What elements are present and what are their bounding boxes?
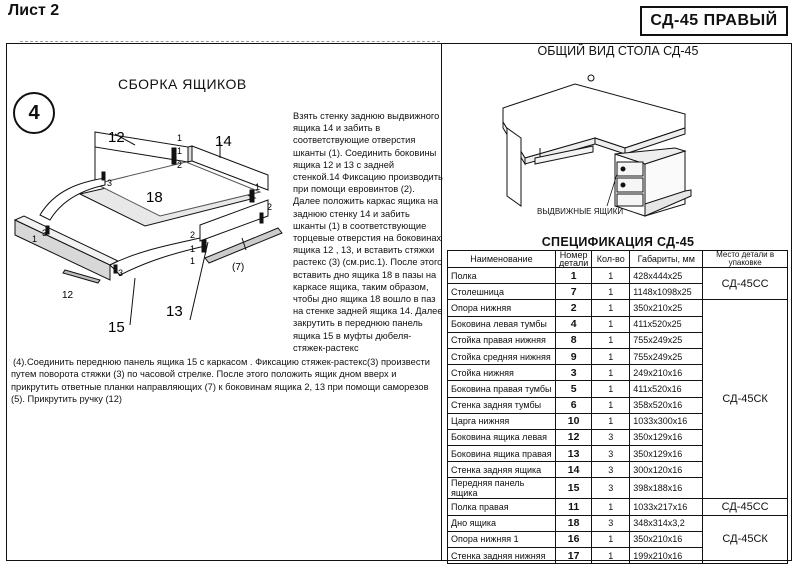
table-cell: 1 (592, 397, 630, 413)
fastener-label: 3 (118, 268, 124, 278)
fastener-label: 1 (32, 234, 38, 244)
col-qty: Кол-во (592, 251, 630, 268)
table-cell: 1 (592, 413, 630, 429)
table-cell: Передняя панель ящика (448, 478, 556, 499)
table-cell: 1 (592, 531, 630, 547)
table-cell: 4 (556, 316, 592, 332)
table-cell: 199х210х16 (630, 548, 703, 564)
table-cell: 1 (592, 548, 630, 564)
table-cell: 1 (556, 268, 592, 284)
table-cell: 411х520х25 (630, 316, 703, 332)
table-cell: 5 (556, 381, 592, 397)
col-dims: Габариты, мм (630, 251, 703, 268)
table-cell: 398х188х16 (630, 478, 703, 499)
table-cell: Дно ящика (448, 515, 556, 531)
table-cell: Полка правая (448, 499, 556, 515)
table-cell: 348х314х3,2 (630, 515, 703, 531)
drawer-assembly-drawing (10, 120, 295, 350)
spec-header-row (448, 251, 788, 268)
table-cell: 1 (592, 316, 630, 332)
table-cell: 350х210х25 (630, 300, 703, 316)
table-cell: 1 (592, 499, 630, 515)
table-cell: 3 (556, 365, 592, 381)
drawers-callout: ВЫДВИЖНЫЕ ЯЩИКИ (537, 207, 624, 216)
table-row (448, 515, 788, 531)
table-cell: Стойка средняя нижняя (448, 348, 556, 364)
part-7-label: (7) (232, 262, 245, 273)
part-18-label: 18 (146, 189, 163, 206)
col-name: Наименование (448, 251, 556, 268)
table-cell: 1 (592, 300, 630, 316)
fastener-label: 1 (190, 256, 196, 266)
table-cell: Боковина ящика правая (448, 446, 556, 462)
table-cell: 1 (592, 365, 630, 381)
table-cell: 3 (592, 462, 630, 478)
table-cell: 1 (592, 332, 630, 348)
step-badge: 4 (13, 92, 55, 134)
assembly-instructions: Взять стенку заднюю выдвижного ящика 14 и забить в соответствующие отверстия шканты (1). Соединить боковины ящика 12 и 13 с задней стенкой.14 Фиксацию производить при помощи евровинтов (2). Далее положить каркас ящика на заднюю стенку 14 и забить шканты (1) в соответствующие торцевые отверстия на боковинах ящика 12 , 13, и вставить стяжки растекс (3) (см.рис.1). После этого вставить дно ящика 18 в пазы на каркасе ящика, таким образом, чтобы дно ящика 18 вошло в паз на стенке задней ящика 14. Далее закрутить в переднюю панель ящика 15 в муфты дюбеля-стяжек-растекс (293, 111, 443, 353)
table-cell: 755х249х25 (630, 332, 703, 348)
table-cell: 300х120х16 (630, 462, 703, 478)
pack-cell: СД-45СС (703, 268, 788, 300)
table-cell: 3 (592, 446, 630, 462)
table-cell: 350х129х16 (630, 446, 703, 462)
table-cell: 350х129х16 (630, 429, 703, 445)
table-cell: 13 (556, 446, 592, 462)
table-cell: 9 (556, 348, 592, 364)
table-cell: 7 (556, 284, 592, 300)
desk-overview-drawing (495, 66, 695, 226)
table-row (448, 268, 788, 284)
part-12-label: 12 (108, 129, 125, 146)
table-cell: 3 (592, 429, 630, 445)
pack-cell: СД-45СК (703, 515, 788, 564)
table-cell: 358х520х16 (630, 397, 703, 413)
step4-instructions: (4).Соединить переднюю панель ящика 15 с каркасом . Фиксацию стяжек-растекс(3) произвести путем поворота стяжки (3) по часовой стрелке. После этого положить ящик дном вверх и прикрутить ответные планки направляющих (7) к боковинам ящика 2, 13 при помощи саморезов (5). Прикрутить ручку (12) (11, 357, 430, 405)
table-cell: Стенка задняя тумбы (448, 397, 556, 413)
fastener-label: 1 (190, 244, 196, 254)
col-num: Номер детали (556, 251, 592, 268)
table-cell: 11 (556, 499, 592, 515)
part-15-label: 15 (108, 319, 125, 336)
table-cell: 1 (592, 348, 630, 364)
table-cell: Полка (448, 268, 556, 284)
part-13-label: 13 (166, 303, 183, 320)
table-cell: Боковина ящика левая (448, 429, 556, 445)
table-cell: 1148х1098х25 (630, 284, 703, 300)
table-cell: Опора нижняя (448, 300, 556, 316)
table-cell: Опора нижняя 1 (448, 531, 556, 547)
table-cell: 3 (592, 478, 630, 499)
table-cell: 411х520х16 (630, 381, 703, 397)
col-pack: Место детали в упаковке (703, 251, 788, 268)
table-cell: 15 (556, 478, 592, 499)
model-title: СД-45 ПРАВЫЙ (640, 6, 788, 36)
table-cell: 755х249х25 (630, 348, 703, 364)
table-cell: 6 (556, 397, 592, 413)
table-cell: 12 (556, 429, 592, 445)
table-cell: Боковина правая тумбы (448, 381, 556, 397)
table-cell: 2 (556, 300, 592, 316)
table-row (448, 300, 788, 316)
part-12-small-label: 12 (62, 290, 74, 301)
spec-title: СПЕЦИФИКАЦИЯ СД-45 (541, 235, 695, 249)
dashed-separator (20, 41, 440, 42)
fastener-label: 2 (190, 230, 196, 240)
table-cell: Стенка задняя ящика (448, 462, 556, 478)
fastener-label: 1 (177, 133, 183, 143)
sheet-label: Лист 2 (8, 2, 60, 19)
table-cell: 16 (556, 531, 592, 547)
table-cell: Стенка задняя нижняя (448, 548, 556, 564)
fastener-label: 3 (107, 178, 113, 188)
table-cell: 249х210х16 (630, 365, 703, 381)
table-cell: 1033х300х16 (630, 413, 703, 429)
table-row (448, 499, 788, 515)
fastener-label: 1 (255, 182, 261, 192)
table-cell: Стойка нижняя (448, 365, 556, 381)
table-cell: 8 (556, 332, 592, 348)
part-14-label: 14 (215, 133, 232, 150)
table-cell: Столешница (448, 284, 556, 300)
table-cell: 1 (592, 381, 630, 397)
table-cell: Стойка правая нижняя (448, 332, 556, 348)
spec-table (447, 250, 788, 564)
table-cell: Царга нижняя (448, 413, 556, 429)
fastener-label: 2 (177, 160, 183, 170)
table-cell: 1 (592, 284, 630, 300)
table-cell: 1033х217х16 (630, 499, 703, 515)
table-cell: 428х444х25 (630, 268, 703, 284)
table-cell: 17 (556, 548, 592, 564)
table-cell: 1 (592, 268, 630, 284)
assembly-title: СБОРКА ЯЩИКОВ (118, 76, 247, 92)
pack-cell: СД-45СК (703, 300, 788, 499)
overview-title: ОБЩИЙ ВИД СТОЛА СД-45 (537, 44, 699, 58)
pack-cell: СД-45СС (703, 499, 788, 515)
table-cell: Боковина левая тумбы (448, 316, 556, 332)
fastener-label: 1 (177, 146, 183, 156)
fastener-label: 3 (42, 228, 48, 238)
table-cell: 14 (556, 462, 592, 478)
table-cell: 18 (556, 515, 592, 531)
table-cell: 350х210х16 (630, 531, 703, 547)
fastener-label: 2 (267, 202, 273, 212)
table-cell: 10 (556, 413, 592, 429)
table-cell: 3 (592, 515, 630, 531)
